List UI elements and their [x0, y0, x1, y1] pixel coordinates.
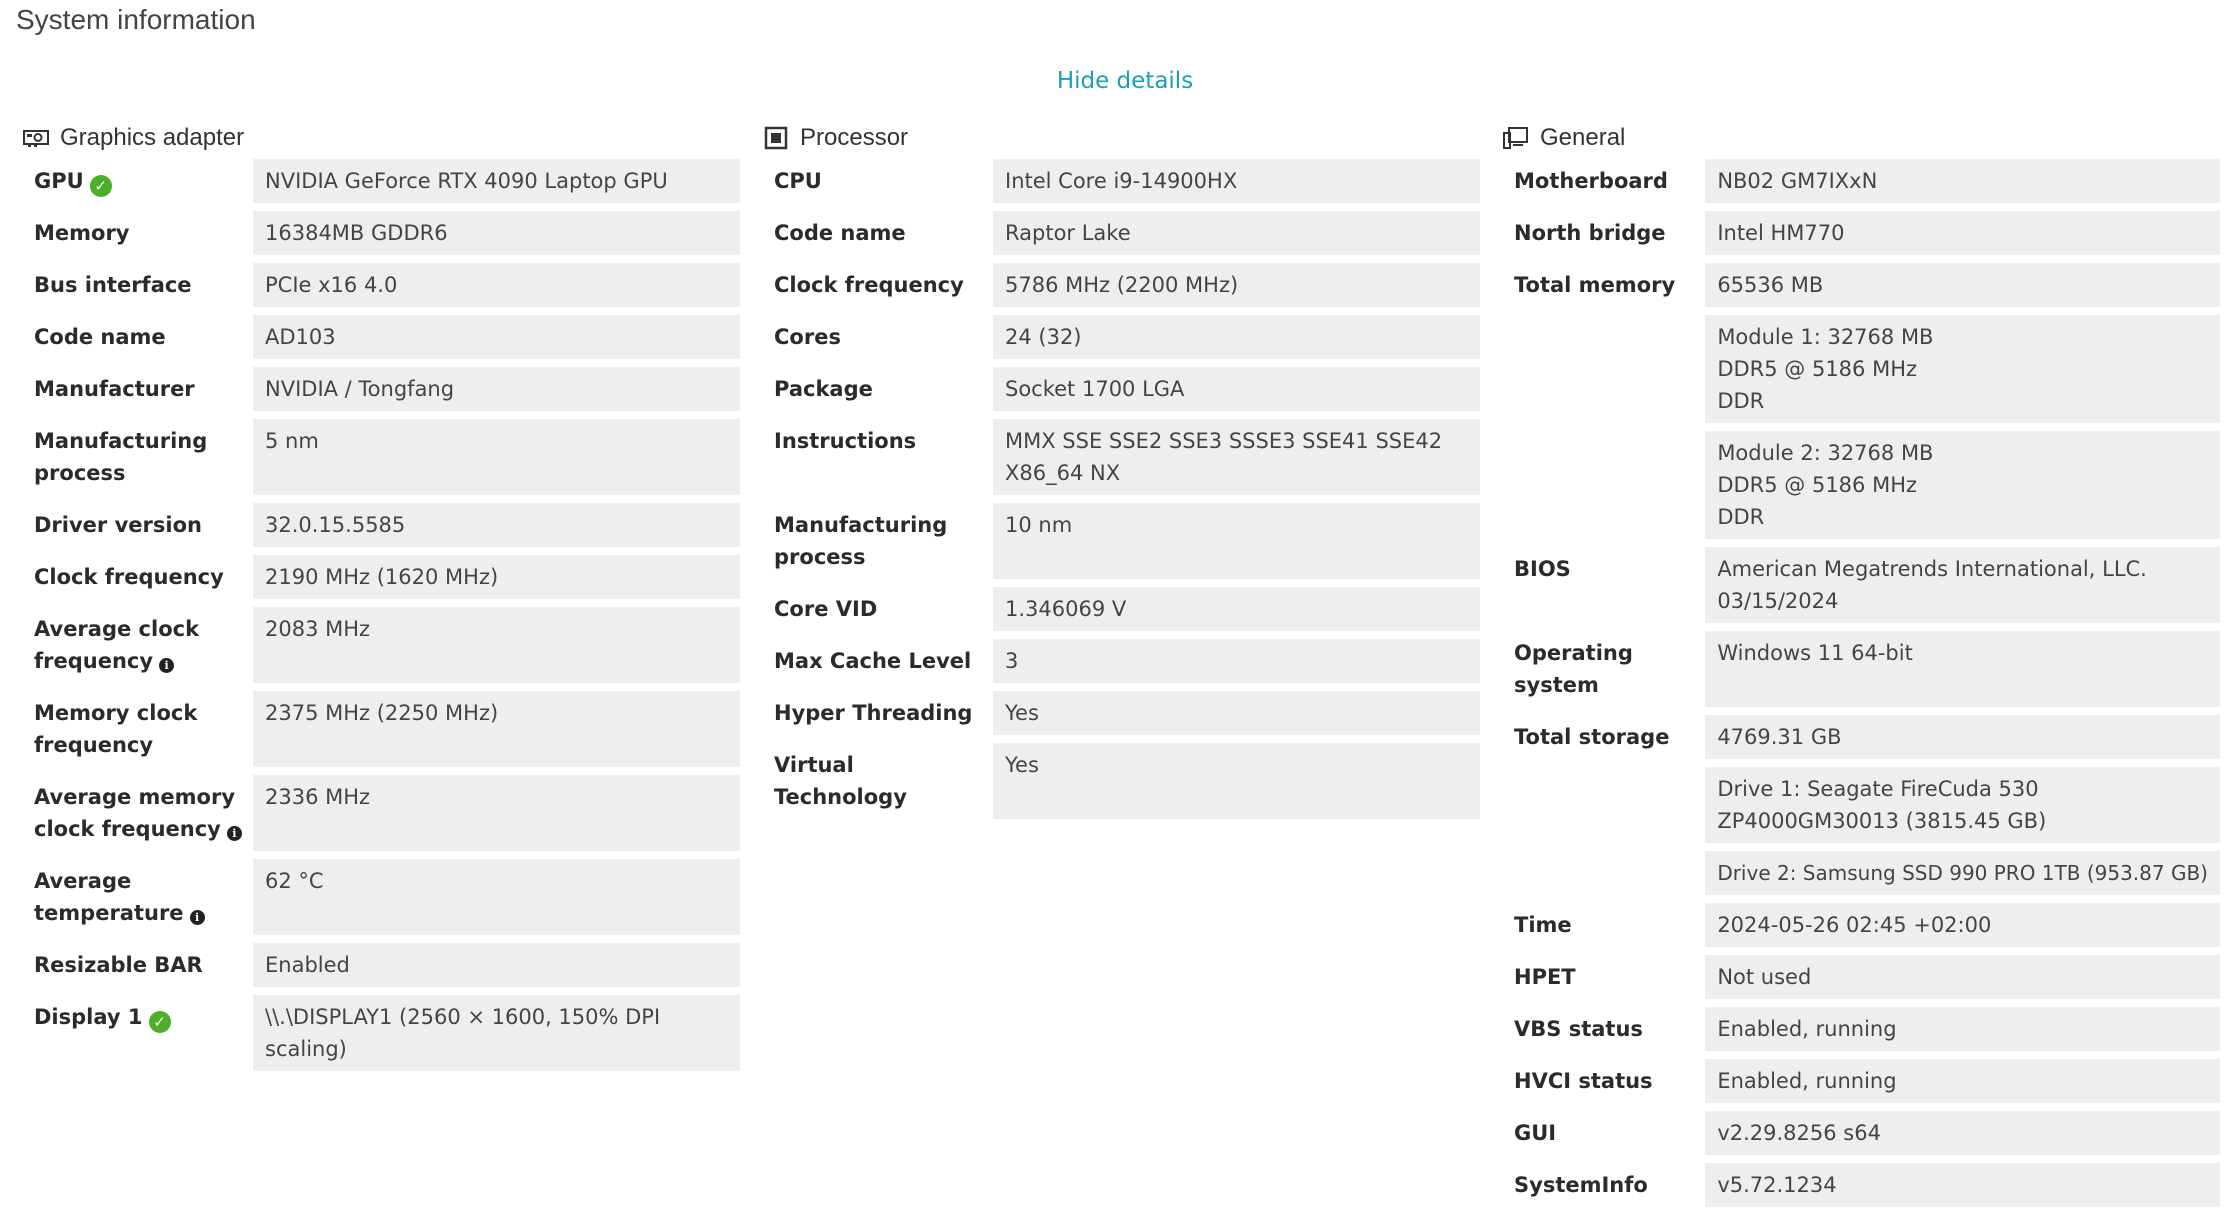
row-value: 5786 MHz (2200 MHz): [993, 263, 1480, 307]
table-row: [18, 943, 740, 987]
row-value: 5 nm: [253, 419, 740, 495]
table-row: [1498, 547, 2220, 623]
processor-table: [758, 151, 1480, 827]
row-value: 2190 MHz (1620 MHz): [253, 555, 740, 599]
row-value: 2375 MHz (2250 MHz): [253, 691, 740, 767]
table-row: [1498, 715, 2220, 759]
row-value: 24 (32): [993, 315, 1480, 359]
row-label: Instructions: [774, 429, 917, 453]
row-label: Clock frequency: [774, 273, 964, 297]
table-row: [1498, 767, 2220, 843]
hide-details-link[interactable]: Hide details: [1056, 68, 1194, 94]
row-value: Intel Core i9-14900HX: [993, 159, 1480, 203]
row-value: Enabled, running: [1705, 1059, 2220, 1103]
table-row: [18, 419, 740, 495]
row-label: BIOS: [1514, 557, 1571, 581]
row-value: 3: [993, 639, 1480, 683]
table-row: [758, 419, 1480, 495]
row-value: MMX SSE SSE2 SSE3 SSSE3 SSE41 SSE42 X86_64 NX: [993, 419, 1480, 495]
table-row: [18, 607, 740, 683]
info-icon[interactable]: i: [190, 910, 205, 925]
row-value: Windows 11 64-bit: [1705, 631, 2220, 707]
row-label: Total storage: [1514, 725, 1670, 749]
table-row: [758, 743, 1480, 819]
row-label: Average memory clock frequency: [34, 785, 236, 841]
row-label: Package: [774, 377, 873, 401]
row-value: 65536 MB: [1705, 263, 2220, 307]
table-row: [1498, 903, 2220, 947]
table-row: [18, 859, 740, 935]
graphics-card-icon: [22, 126, 50, 150]
general-section: [1498, 121, 2220, 1215]
table-row: [1498, 1111, 2220, 1155]
table-row: [18, 691, 740, 767]
row-value: v5.72.1234: [1705, 1163, 2220, 1207]
table-row: [18, 367, 740, 411]
table-row: [758, 367, 1480, 411]
row-label: Manufacturer: [34, 377, 195, 401]
row-label: Virtual Technology: [774, 753, 907, 809]
row-value: \\.\DISPLAY1 (2560 × 1600, 150% DPI scaling): [253, 995, 740, 1071]
row-value: NVIDIA GeForce RTX 4090 Laptop GPU: [253, 159, 740, 203]
table-row: [1498, 263, 2220, 307]
table-row: [1498, 631, 2220, 707]
table-row: [18, 159, 740, 203]
row-label: [1498, 431, 1705, 539]
row-label: Code name: [34, 325, 166, 349]
table-row: [18, 555, 740, 599]
row-value: Raptor Lake: [993, 211, 1480, 255]
row-value: Drive 2: Samsung SSD 990 PRO 1TB (953.87 GB): [1705, 851, 2220, 895]
row-value: Yes: [993, 743, 1480, 819]
row-label: GUI: [1514, 1121, 1557, 1145]
graphics-adapter-header: [18, 121, 740, 155]
row-value: Enabled, running: [1705, 1007, 2220, 1051]
row-label: CPU: [774, 169, 822, 193]
table-row: [758, 691, 1480, 735]
row-value: Socket 1700 LGA: [993, 367, 1480, 411]
table-row: [1498, 1163, 2220, 1207]
page-title: System information: [16, 4, 256, 35]
row-value: 1.346069 V: [993, 587, 1480, 631]
row-value: 4769.31 GB: [1705, 715, 2220, 759]
row-label: Average temperature: [34, 869, 184, 925]
info-icon[interactable]: i: [227, 826, 242, 841]
row-value: NVIDIA / Tongfang: [253, 367, 740, 411]
processor-heading: Processor: [800, 124, 909, 151]
row-value: Enabled: [253, 943, 740, 987]
row-value: Drive 1: Seagate FireCuda 530 ZP4000GM30013 (3815.45 GB): [1705, 767, 2220, 843]
table-row: [758, 587, 1480, 631]
row-label: Max Cache Level: [774, 649, 972, 673]
table-row: [1498, 1059, 2220, 1103]
row-label: [1498, 315, 1705, 423]
row-label: Cores: [774, 325, 841, 349]
table-row: [1498, 431, 2220, 539]
table-row: [18, 263, 740, 307]
row-value: Yes: [993, 691, 1480, 735]
row-label: Time: [1514, 913, 1572, 937]
table-row: [758, 639, 1480, 683]
row-label: Hyper Threading: [774, 701, 973, 725]
check-circle-icon: ✓: [149, 1011, 171, 1033]
row-value: 2336 MHz: [253, 775, 740, 851]
row-label: Manufacturing process: [774, 513, 948, 569]
table-row: [18, 211, 740, 255]
processor-header: [758, 121, 1480, 155]
table-row: [18, 775, 740, 851]
row-label: HVCI status: [1514, 1069, 1653, 1093]
row-label: Bus interface: [34, 273, 192, 297]
row-label: GPU: [34, 169, 84, 193]
row-label: Motherboard: [1514, 169, 1668, 193]
table-row: [1498, 1007, 2220, 1051]
row-value: 2024-05-26 02:45 +02:00: [1705, 903, 2220, 947]
row-label: North bridge: [1514, 221, 1666, 245]
table-row: [758, 263, 1480, 307]
row-value: 16384MB GDDR6: [253, 211, 740, 255]
row-value: 32.0.15.5585: [253, 503, 740, 547]
graphics-adapter-heading: Graphics adapter: [60, 124, 245, 151]
row-label: Clock frequency: [34, 565, 224, 589]
row-value: American Megatrends International, LLC. 03/15/2024: [1705, 547, 2220, 623]
row-label: Resizable BAR: [34, 953, 203, 977]
row-value: 62 °C: [253, 859, 740, 935]
row-label: [1498, 851, 1705, 895]
row-value: PCIe x16 4.0: [253, 263, 740, 307]
row-label: Core VID: [774, 597, 878, 621]
table-row: [1498, 315, 2220, 423]
computer-icon: [1502, 126, 1530, 150]
table-row: [1498, 851, 2220, 895]
row-label: Manufacturing process: [34, 429, 208, 485]
row-value: NB02 GM7IXxN: [1705, 159, 2220, 203]
table-row: [758, 159, 1480, 203]
row-label: Code name: [774, 221, 906, 245]
table-row: [1498, 955, 2220, 999]
row-label: [1498, 767, 1705, 843]
row-value: AD103: [253, 315, 740, 359]
processor-icon: [762, 126, 790, 150]
row-label: HPET: [1514, 965, 1576, 989]
table-row: [1498, 159, 2220, 203]
general-header: [1498, 121, 2220, 155]
info-icon[interactable]: i: [159, 658, 174, 673]
row-value: 2083 MHz: [253, 607, 740, 683]
row-label: Total memory: [1514, 273, 1676, 297]
row-value: Intel HM770: [1705, 211, 2220, 255]
table-row: [1498, 211, 2220, 255]
graphics-adapter-section: [18, 121, 740, 1079]
row-label: Display 1: [34, 1005, 143, 1029]
row-value: v2.29.8256 s64: [1705, 1111, 2220, 1155]
row-value: Module 2: 32768 MB DDR5 @ 5186 MHz DDR: [1705, 431, 2220, 539]
row-label: Memory: [34, 221, 130, 245]
row-label: Operating system: [1514, 641, 1633, 697]
table-row: [18, 995, 740, 1071]
table-row: [758, 211, 1480, 255]
row-label: Memory clock frequency: [34, 701, 198, 757]
row-label: Average clock frequency: [34, 617, 200, 673]
row-label: SystemInfo: [1514, 1173, 1648, 1197]
table-row: [18, 315, 740, 359]
graphics-table: [18, 151, 740, 1079]
general-heading: General: [1540, 124, 1626, 151]
row-value: 10 nm: [993, 503, 1480, 579]
row-label: Driver version: [34, 513, 202, 537]
row-label: VBS status: [1514, 1017, 1643, 1041]
row-value: Module 1: 32768 MB DDR5 @ 5186 MHz DDR: [1705, 315, 2220, 423]
check-circle-icon: ✓: [90, 175, 112, 197]
table-row: [758, 315, 1480, 359]
row-value: Not used: [1705, 955, 2220, 999]
table-row: [758, 503, 1480, 579]
general-table: [1498, 151, 2220, 1215]
processor-section: [758, 121, 1480, 827]
table-row: [18, 503, 740, 547]
